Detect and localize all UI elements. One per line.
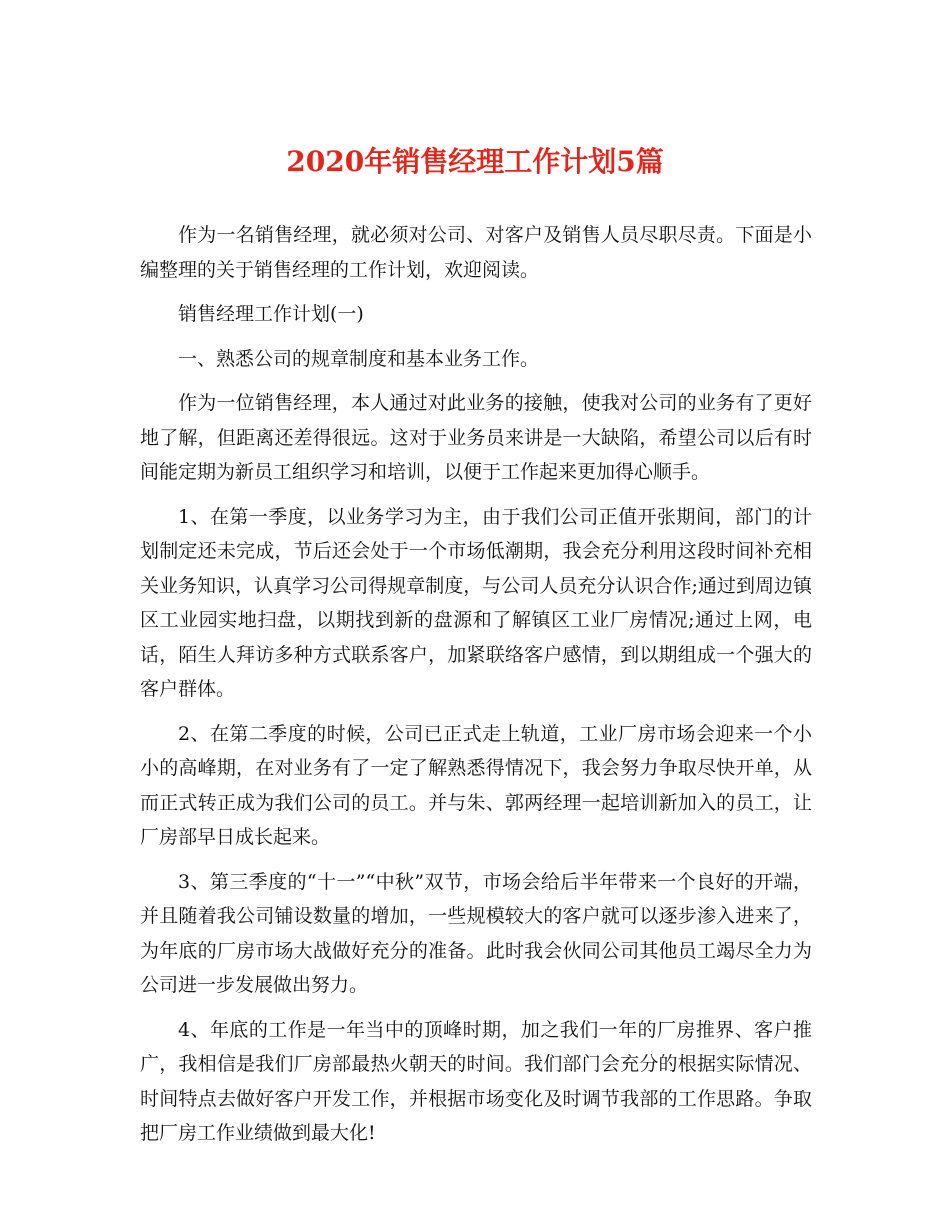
plan-item-q1: 1、在第一季度，以业务学习为主，由于我们公司正值开张期间，部门的计划制定还未完成，节后还会处于一个市场低潮期，我会充分利用这段时间补充相关业务知识，认真学习公司得规章制度，与公司人员充分认识合作;通过到周边镇区工业园实地扫盘，以期找到新的盘源和了解镇区工业厂房情况;通过上网，电话，陌生人拜访多种方式联系客户，加紧联络客户感情，到以期组成一个强大的客户群体。 xyxy=(140,505,812,700)
section-heading: 销售经理工作计划(一) xyxy=(178,303,364,325)
plan-item-year-end: 4、年底的工作是一年当中的顶峰时期，加之我们一年的厂房推界、客户推广，我相信是我们厂房部最热火朝天的时间。我们部门会充分的根据实际情况、时间特点去做好客户开发工作，并根据市场变化及时调节我部的工作思路。争取把厂房工作业绩做到最大化! xyxy=(140,1018,812,1144)
intro-paragraph: 作为一名销售经理，就必须对公司、对客户及销售人员尽职尽责。下面是小编整理的关于销售经理的工作计划，欢迎阅读。 xyxy=(140,224,812,281)
plan-item-q3: 3、第三季度的“十一”“中秋”双节，市场会给后半年带来一个良好的开端，并且随着我公司铺设数量的增加，一些规模较大的客户就可以逐步渗入进来了，为年底的厂房市场大战做好充分的准备。此时我会伙同公司其他员工竭尽全力为公司进一步发展做出努力。 xyxy=(140,870,812,996)
document-body xyxy=(140,218,812,1161)
plan-item-q2: 2、在第二季度的时候，公司已正式走上轨道，工业厂房市场会迎来一个小小的高峰期，在对业务有了一定了解熟悉得情况下，我会努力争取尽快开单，从而正式转正成为我们公司的员工。并与朱、郭两经理一起培训新加入的员工，让厂房部早日成长起来。 xyxy=(140,722,812,848)
document-title: 2020年销售经理工作计划5篇 xyxy=(286,145,664,178)
subsection-heading: 一、熟悉公司的规章制度和基本业务工作。 xyxy=(178,347,540,370)
body-paragraph: 作为一位销售经理，本人通过对此业务的接触，使我对公司的业务有了更好地了解，但距离还差得很远。这对于业务员来讲是一大缺陷，希望公司以后有时间能定期为新员工组织学习和培训，以便于工作起来更加得心顺手。 xyxy=(140,392,812,483)
